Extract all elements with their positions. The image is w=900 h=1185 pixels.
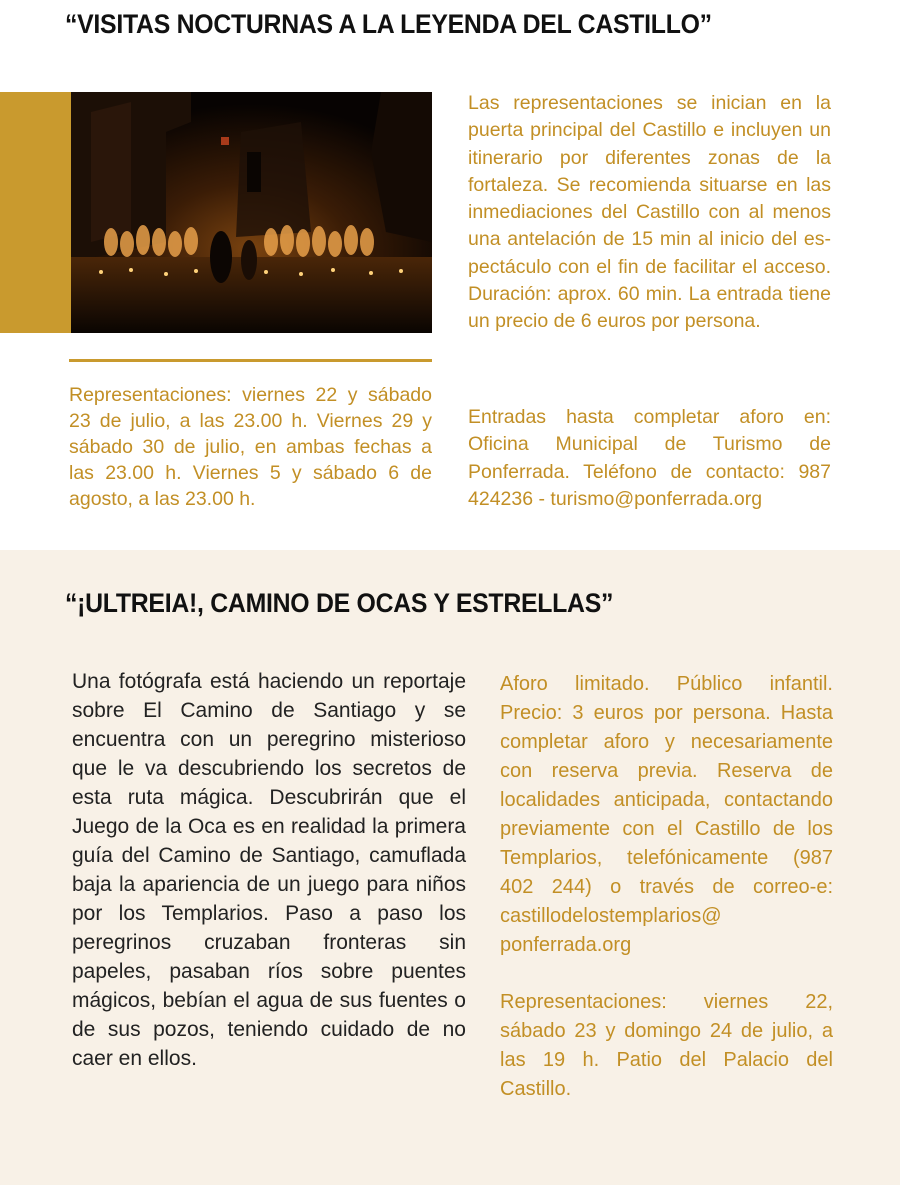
section2-title: “¡ULTREIA!, CAMINO DE OCAS Y ESTRELLAS” — [65, 588, 614, 618]
booking-info: Aforo limitado. Público infantil. Precio: 3 euros por persona. Hasta completar aforo y necesariamente con reserva previa. Reserva de localidades anticipada, contactando previamente con el Castillo de los Templarios, telefónicamente (987 402 244) o través de correo-e: castillodelostemplarios@ ponferrada.org — [500, 673, 833, 956]
gold-accent-bar — [0, 92, 71, 333]
show-synopsis: Una fotógrafa está haciendo un reportaje sobre El Camino de Santiago y se encuentra con un peregrino misterioso que le va descubriendo los secretos de esta ruta mágica. Descubrirán que el Juego de la Oca es en realidad la primera guía del Camino de Santiago, camuflada baja la apariencia de un juego para niños por los Templarios. Paso a paso los peregrinos cruzaban fronteras sin papeles, pasaban ríos sobre puentes mágicos, bebían el agua de sus fuentes o de sus pozos, teniendo cuidado de no caer en ellos. — [72, 670, 466, 1070]
performance-dates-1: Representaciones: viernes 22 y sábado 23 de julio, a las 23.00 h. Viernes 29 y sábado 30 de julio, en ambas fechas a las 23.00 h. Viernes 5 y sábado 6 de agosto, a las 23.00 h. — [69, 384, 432, 510]
ticket-info: Entradas hasta completar aforo en: Oficina Municipal de Turismo de Ponferrada. Teléfono de contacto: 987 424236 - turismo@ponferrada.org — [468, 406, 831, 510]
castle-night-photo — [71, 92, 432, 333]
gold-divider — [69, 359, 432, 362]
performance-dates-2: Representaciones: viernes 22, sábado 23 y domingo 24 de julio, a las 19 h. Patio del Palacio del Castillo. — [500, 991, 833, 1100]
section1-title: “VISITAS NOCTURNAS A LA LEYENDA DEL CASTILLO” — [65, 9, 712, 39]
visit-description: Las representaciones se inician en la puerta principal del Castillo e incluyen un itinerario por diferentes zonas de la fortaleza. Se recomienda situarse en las inmediaciones del Castillo con al menos una antelación de 15 min al inicio del espectáculo con el fin de facilitar el acceso. Duración: aprox. 60 min. La entrada tiene un precio de 6 euros por persona. — [468, 92, 831, 333]
